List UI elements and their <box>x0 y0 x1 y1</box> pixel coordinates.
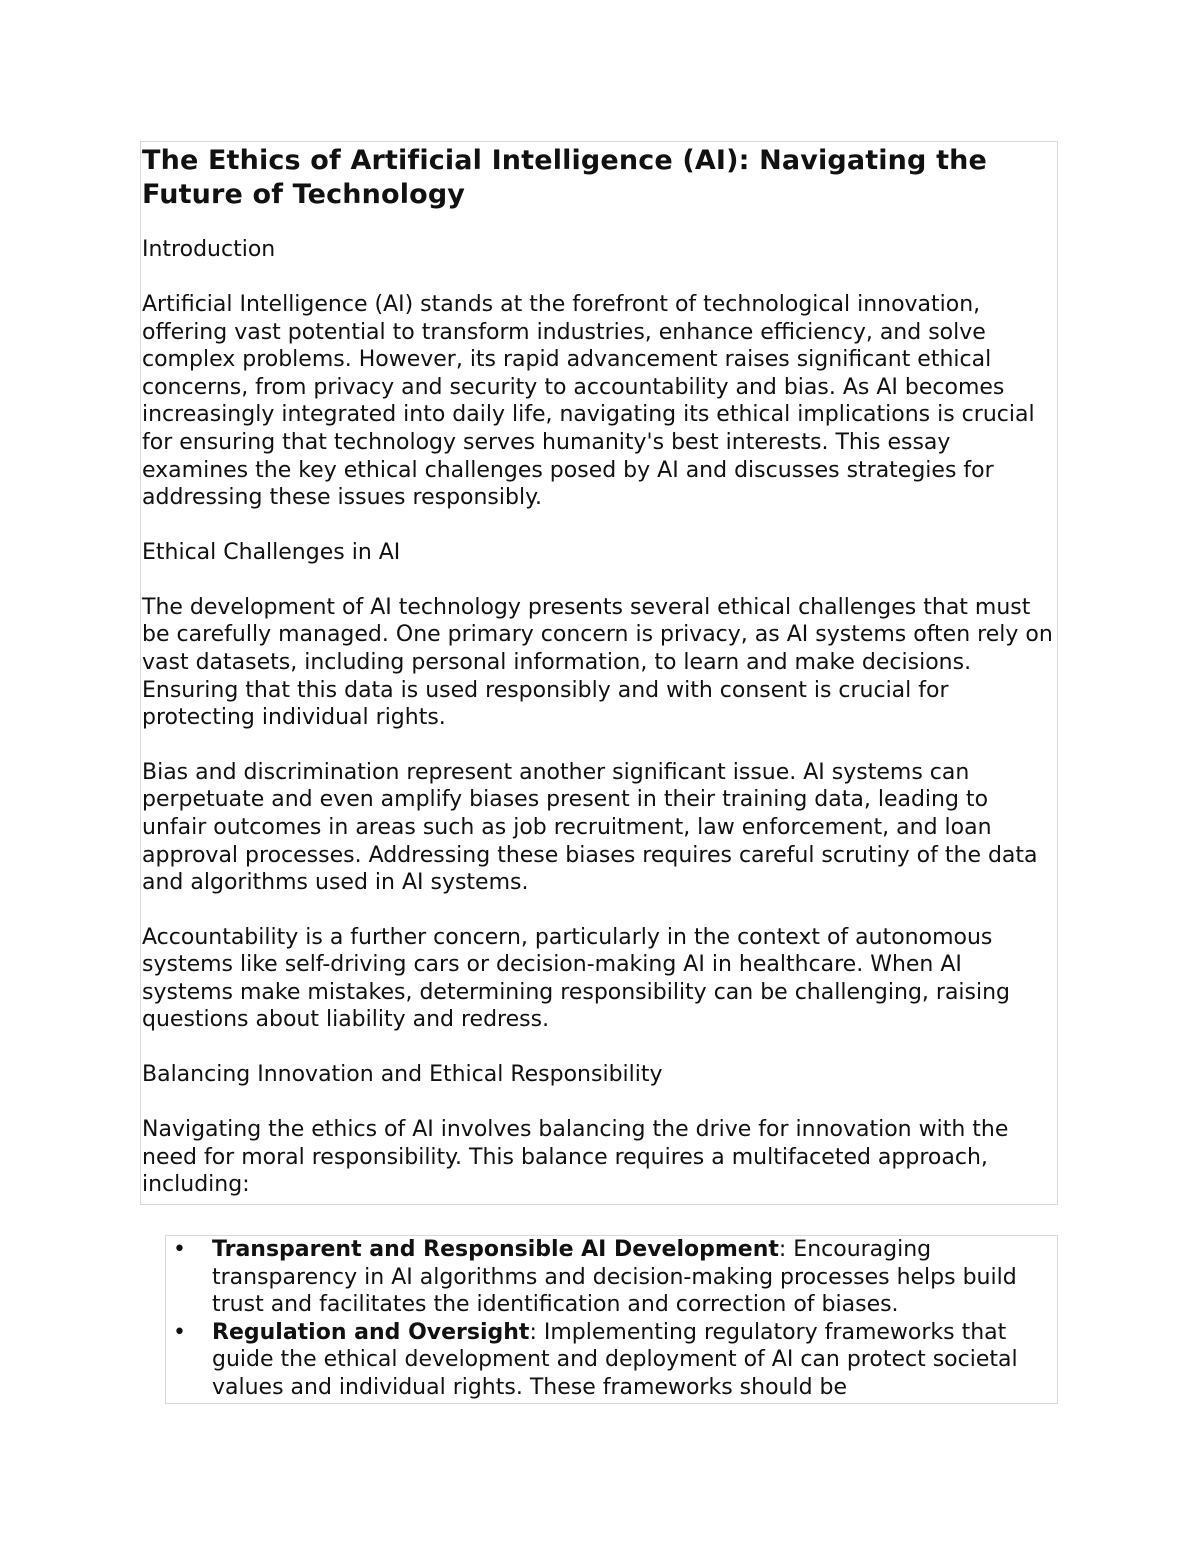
bullet-icon: • <box>173 1319 186 1345</box>
paragraph: Artificial Intelligence (AI) stands at the forefront of technological innovation, offering vast potential to transform industries, enhance efficiency, and solve complex problems. However, its rapid advancement raises significant ethical concerns, from privacy and security to accountability and bias. As AI becomes increasingly integrated into daily life, navigating its ethical implications is crucial for ensuring that technology serves humanity's best interests. This essay examines the key ethical challenges posed by AI and discusses strategies for addressing these issues responsibly. <box>142 292 1035 511</box>
bullet-term: Regulation and Oversight <box>212 1319 530 1345</box>
bullet-icon: • <box>173 1237 186 1262</box>
section-heading-balancing: Balancing Innovation and Ethical Responsibility <box>142 1062 663 1088</box>
list-item <box>166 1236 1057 1319</box>
document-body <box>140 141 1058 1205</box>
paragraph: Navigating the ethics of AI involves balancing the drive for innovation with the need for moral responsibility. This balance requires a multifaceted approach, including: <box>142 1117 1009 1198</box>
section-heading-ethical-challenges: Ethical Challenges in AI <box>142 539 401 565</box>
paragraph: Bias and discrimination represent another significant issue. AI systems can perpetuate and even amplify biases present in their training data, leading to unfair outcomes in areas such as job recruitment, law enforcement, and loan approval processes. Addressing these biases requires careful scrutiny of the data and algorithms used in AI systems. <box>142 759 1038 896</box>
section-heading-introduction: Introduction <box>142 237 276 262</box>
list-item <box>166 1319 1057 1402</box>
paragraph: The development of AI technology presents several ethical challenges that must be carefully managed. One primary concern is privacy, as AI systems often rely on vast datasets, including personal information, to learn and make decisions. Ensuring that this data is used responsibly and with consent is crucial for protecting individual rights. <box>142 594 1053 731</box>
bullet-list-block <box>165 1235 1058 1404</box>
paragraph: Accountability is a further concern, particularly in the context of autonomous systems like self-driving cars or decision-making AI in healthcare. When AI systems make mistakes, determining responsibility can be challenging, raising questions about liability and redress. <box>142 924 1011 1033</box>
bullet-term: Transparent and Responsible AI Development <box>212 1237 779 1262</box>
bullet-text: : Implementing regulatory frameworks that guide the ethical development and deployment of AI can protect societal values and individual rights. These frameworks should be <box>212 1319 1018 1400</box>
document-title: The Ethics of Artificial Intelligence (AI): Navigating the Future of Technology <box>142 145 987 210</box>
bullet-text: : Encouraging transparency in AI algorithms and decision-making processes helps build trust and facilitates the identification and correction of biases. <box>212 1237 1017 1318</box>
bullet-list <box>166 1236 1057 1402</box>
